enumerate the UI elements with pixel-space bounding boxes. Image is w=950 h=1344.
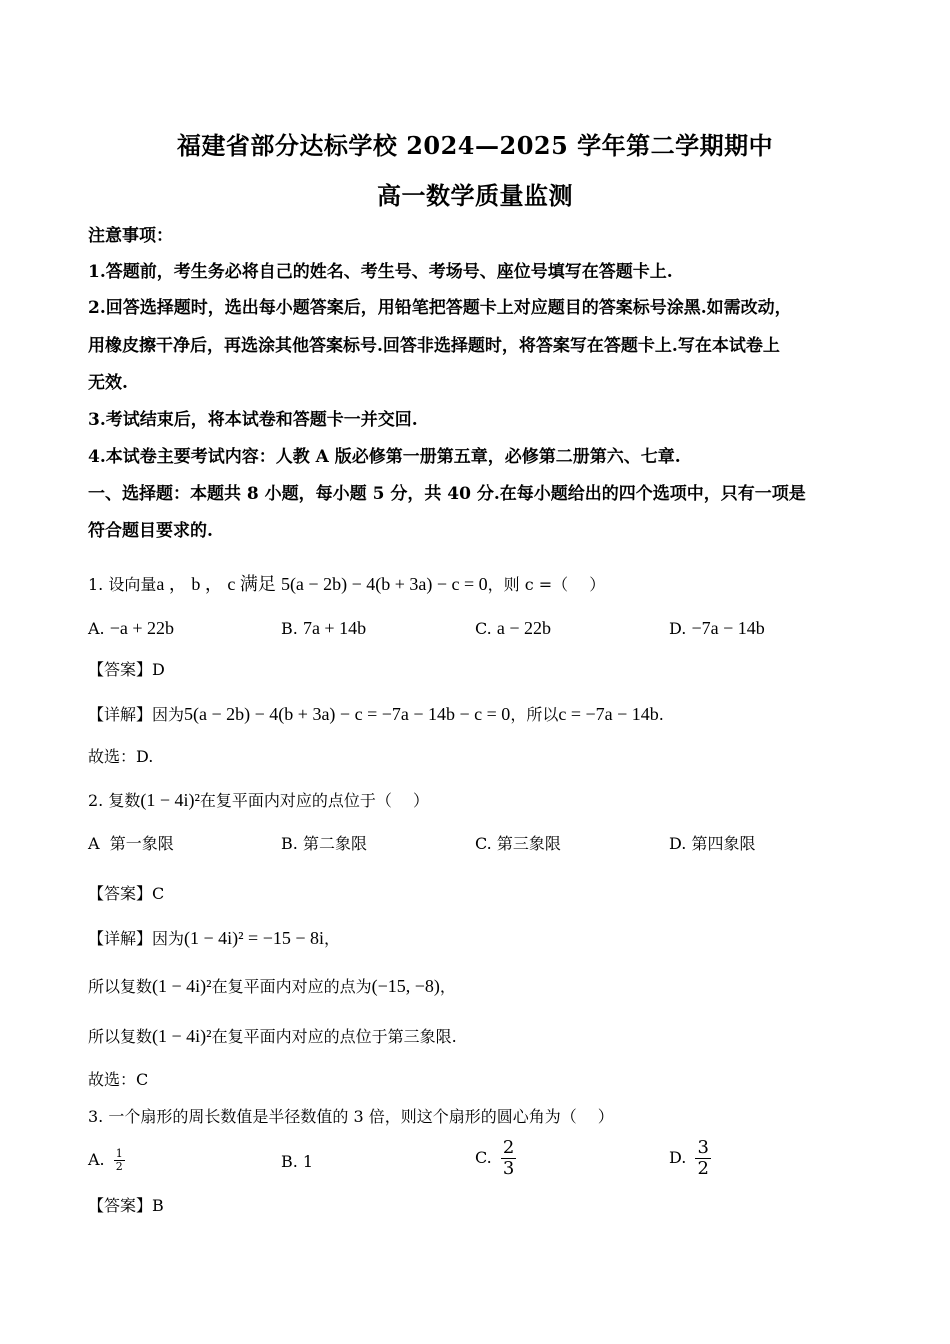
exam-title-line2: 高一数学质量监测: [377, 181, 573, 210]
q3-option-a: [88, 1148, 125, 1173]
q2-option-a: [88, 834, 174, 854]
q2-line2-expression: (1 − 4i)²: [152, 976, 212, 996]
q1-conclusion: 故选：D.: [88, 747, 154, 766]
q2-stem: [88, 790, 429, 811]
q1-option-d-value: −7a − 14b: [691, 618, 765, 638]
q1-stem: [88, 574, 605, 595]
q3-option-d-numerator: 3: [697, 1137, 709, 1158]
q2-line2-prefix: 所以复数: [88, 977, 153, 996]
notice-item-2-line3: 无效.: [88, 373, 128, 393]
q1-stem-equation: 5(a − 2b) − 4(b + 3a) − c = 0: [280, 574, 488, 594]
q1-option-a-label: A.: [88, 619, 105, 638]
q2-option-d: [669, 834, 755, 854]
q2-stem-suffix: 在复平面内对应的点位于（ ）: [199, 791, 429, 810]
q2-line3-expression: (1 − 4i)²: [152, 1026, 212, 1046]
q1-detail-result: c = −7a − 14b: [558, 704, 659, 724]
q1-stem-vars: a ， b ， c 满足: [156, 574, 276, 594]
q1-option-c: [475, 618, 551, 639]
q3-option-d-fraction: [695, 1138, 710, 1179]
q3-option-c-fraction: [501, 1138, 516, 1179]
q1-stem-suffix: ，则 c =（ ）: [487, 575, 606, 594]
q2-detail-prefix: 【详解】因为: [88, 929, 185, 948]
notice-item-4: 4.本试卷主要考试内容：人教 A 版必修第一册第五章，必修第二册第六、七章.: [88, 447, 681, 467]
q2-option-c-label: C.: [475, 834, 492, 853]
q3-stem: 3. 一个扇形的周长数值是半径数值的 3 倍，则这个扇形的圆心角为（ ）: [88, 1107, 614, 1126]
q1-detail-end: .: [658, 705, 664, 724]
q1-stem-prefix: 1. 设向量: [88, 575, 157, 594]
q2-option-c-value: 第三象限: [496, 834, 561, 853]
q1-answer: 【答案】D: [88, 660, 165, 679]
q3-option-a-numerator: 1: [115, 1147, 123, 1160]
q2-detail-line2: [88, 976, 456, 997]
q2-option-d-value: 第四象限: [691, 834, 756, 853]
q3-option-d-denominator: 2: [697, 1158, 709, 1179]
q1-option-a: [88, 618, 174, 639]
q3-option-c: [475, 1138, 516, 1179]
q1-detail-mid: ，所以: [510, 705, 559, 724]
section1-instruction-line1: 一、选择题：本题共 8 小题，每小题 5 分，共 40 分.在每小题给出的四个选项中，只有一项是: [88, 484, 806, 504]
q3-answer: 【答案】B: [88, 1196, 164, 1215]
q3-option-b: B. 1: [281, 1152, 314, 1171]
q3-option-c-denominator: 3: [502, 1158, 515, 1179]
q2-option-b: [281, 834, 367, 854]
q2-line3-suffix: 在复平面内对应的点位于第三象限.: [211, 1027, 457, 1046]
q1-option-d: [669, 618, 765, 639]
q1-detail-equation: 5(a − 2b) − 4(b + 3a) − c = −7a − 14b − c = 0: [184, 704, 511, 724]
q3-option-d: [669, 1138, 711, 1179]
q2-detail: [88, 928, 340, 949]
notice-item-2-line2: 用橡皮擦干净后，再选涂其他答案标号.回答非选择题时，将答案写在答题卡上.写在本试卷上: [88, 336, 780, 356]
q1-option-a-value: −a + 22b: [109, 618, 175, 638]
q2-detail-equation: (1 − 4i)² = −15 − 8i: [184, 928, 325, 948]
q2-conclusion: 故选：C: [88, 1070, 149, 1089]
q1-option-d-label: D.: [669, 619, 687, 638]
q2-detail-end: ，: [324, 929, 341, 948]
q3-option-a-denominator: 2: [115, 1160, 123, 1173]
q2-stem-prefix: 2. 复数: [88, 791, 141, 810]
q1-option-c-label: C.: [475, 619, 492, 638]
q1-option-b: [281, 618, 366, 639]
q1-detail: [88, 704, 664, 725]
q2-stem-expression: (1 − 4i)²: [140, 790, 200, 810]
section1-instruction-line2: 符合题目要求的.: [88, 521, 213, 541]
q3-option-c-label: C.: [475, 1148, 492, 1167]
q2-line2-mid: 在复平面内对应的点为: [211, 977, 372, 996]
q3-option-a-label: A.: [88, 1150, 105, 1169]
q2-option-a-value: 第一象限: [109, 834, 174, 853]
q2-line2-point: (−15, −8): [371, 976, 440, 996]
q1-detail-prefix: 【详解】因为: [88, 705, 185, 724]
notice-item-2-line1: 2.回答选择题时，选出每小题答案后，用铅笔把答题卡上对应题目的答案标号涂黑.如需改动，: [88, 298, 792, 318]
q1-option-b-value: 7a + 14b: [302, 618, 367, 638]
q2-option-c: [475, 834, 561, 854]
q3-option-c-numerator: 2: [502, 1137, 515, 1158]
q2-option-d-label: D.: [669, 834, 687, 853]
q1-option-b-label: B.: [281, 619, 298, 638]
q2-detail-line3: [88, 1026, 457, 1047]
q2-line2-end: ，: [439, 977, 456, 996]
q2-answer: 【答案】C: [88, 884, 165, 903]
q2-line3-prefix: 所以复数: [88, 1027, 153, 1046]
q2-option-b-label: B.: [281, 834, 298, 853]
q2-option-a-label: A: [88, 834, 100, 853]
q3-option-d-label: D.: [669, 1148, 687, 1167]
notice-item-3: 3.考试结束后，将本试卷和答题卡一并交回.: [88, 410, 418, 430]
notice-item-1: 1.答题前，考生务必将自己的姓名、考生号、考场号、座位号填写在答题卡上.: [88, 262, 673, 282]
q3-option-a-fraction: [114, 1148, 125, 1173]
exam-title-line1: 福建省部分达标学校 2024—2025 学年第二学期期中: [176, 131, 774, 160]
notice-heading: 注意事项：: [88, 226, 173, 246]
q1-option-c-value: a − 22b: [496, 618, 551, 638]
q2-option-b-value: 第二象限: [302, 834, 367, 853]
